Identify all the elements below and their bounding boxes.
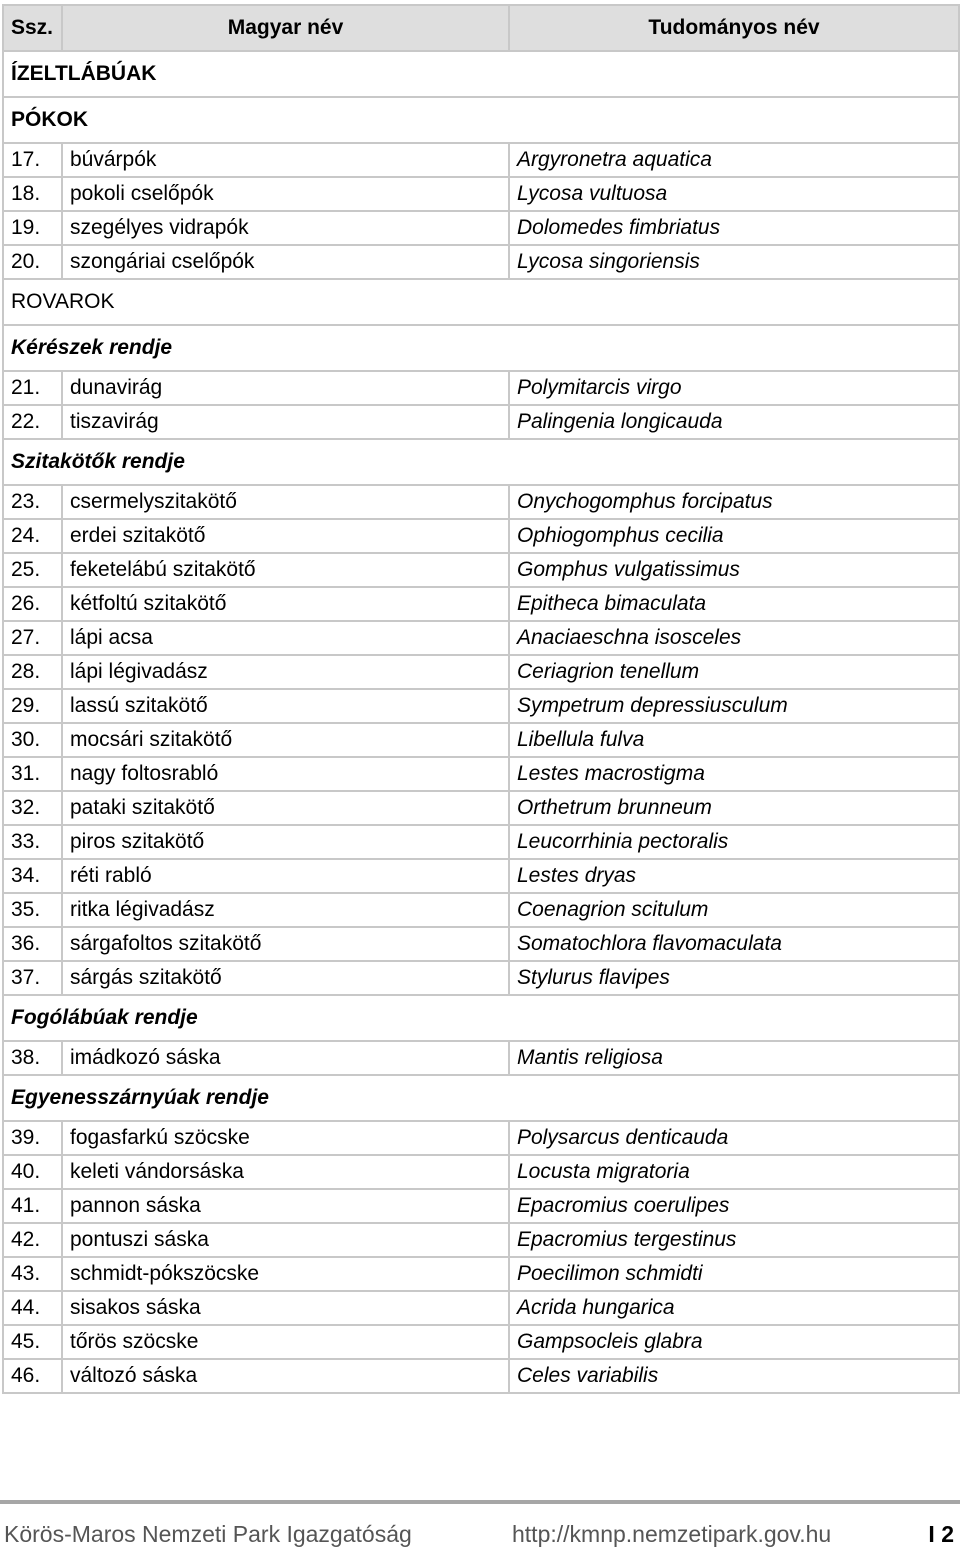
scientific-name: Lycosa vultuosa xyxy=(509,177,959,211)
table-row xyxy=(3,1041,959,1075)
table-row xyxy=(3,689,959,723)
section-heading: ROVAROK xyxy=(3,279,959,325)
row-number: 28. xyxy=(3,655,62,689)
row-number: 18. xyxy=(3,177,62,211)
header-nr: Ssz. xyxy=(3,5,62,51)
footer-divider xyxy=(0,1500,960,1504)
section-row xyxy=(3,995,959,1041)
section-heading: Szitakötők rendje xyxy=(3,439,959,485)
table-row xyxy=(3,1223,959,1257)
table-row xyxy=(3,177,959,211)
table-row xyxy=(3,893,959,927)
hungarian-name: sisakos sáska xyxy=(62,1291,509,1325)
footer-url-link[interactable]: http://kmnp.nemzetipark.gov.hu xyxy=(512,1520,832,1547)
hungarian-name: fogasfarkú szöcske xyxy=(62,1121,509,1155)
hungarian-name: változó sáska xyxy=(62,1359,509,1393)
hungarian-name: dunavirág xyxy=(62,371,509,405)
row-number: 38. xyxy=(3,1041,62,1075)
hungarian-name: pannon sáska xyxy=(62,1189,509,1223)
hungarian-name: sárgás szitakötő xyxy=(62,961,509,995)
row-number: 43. xyxy=(3,1257,62,1291)
hungarian-name: piros szitakötő xyxy=(62,825,509,859)
scientific-name: Dolomedes fimbriatus xyxy=(509,211,959,245)
hungarian-name: szongáriai cselőpók xyxy=(62,245,509,279)
row-number: 24. xyxy=(3,519,62,553)
scientific-name: Sympetrum depressiusculum xyxy=(509,689,959,723)
table-row xyxy=(3,245,959,279)
scientific-name: Mantis religiosa xyxy=(509,1041,959,1075)
scientific-name: Leucorrhinia pectoralis xyxy=(509,825,959,859)
row-number: 20. xyxy=(3,245,62,279)
scientific-name: Epitheca bimaculata xyxy=(509,587,959,621)
section-heading: PÓKOK xyxy=(3,97,959,143)
scientific-name: Onychogomphus forcipatus xyxy=(509,485,959,519)
table-row xyxy=(3,405,959,439)
table-row xyxy=(3,859,959,893)
hungarian-name: schmidt-pókszöcske xyxy=(62,1257,509,1291)
hungarian-name: lápi légivadász xyxy=(62,655,509,689)
hungarian-name: lassú szitakötő xyxy=(62,689,509,723)
scientific-name: Palingenia longicauda xyxy=(509,405,959,439)
scientific-name: Polysarcus denticauda xyxy=(509,1121,959,1155)
scientific-name: Somatochlora flavomaculata xyxy=(509,927,959,961)
row-number: 22. xyxy=(3,405,62,439)
hungarian-name: sárgafoltos szitakötő xyxy=(62,927,509,961)
row-number: 31. xyxy=(3,757,62,791)
table-row xyxy=(3,519,959,553)
section-row xyxy=(3,325,959,371)
table-row xyxy=(3,485,959,519)
scientific-name: Ophiogomphus cecilia xyxy=(509,519,959,553)
scientific-name: Stylurus flavipes xyxy=(509,961,959,995)
hungarian-name: szegélyes vidrapók xyxy=(62,211,509,245)
row-number: 45. xyxy=(3,1325,62,1359)
table-row xyxy=(3,825,959,859)
section-row xyxy=(3,1075,959,1121)
row-number: 32. xyxy=(3,791,62,825)
scientific-name: Poecilimon schmidti xyxy=(509,1257,959,1291)
table-row xyxy=(3,655,959,689)
hungarian-name: pontuszi sáska xyxy=(62,1223,509,1257)
scientific-name: Lestes macrostigma xyxy=(509,757,959,791)
row-number: 34. xyxy=(3,859,62,893)
row-number: 25. xyxy=(3,553,62,587)
row-number: 39. xyxy=(3,1121,62,1155)
hungarian-name: csermelyszitakötő xyxy=(62,485,509,519)
row-number: 29. xyxy=(3,689,62,723)
section-heading: Fogólábúak rendje xyxy=(3,995,959,1041)
row-number: 35. xyxy=(3,893,62,927)
table-row xyxy=(3,587,959,621)
header-scientific-name: Tudományos név xyxy=(509,5,959,51)
section-heading: Egyenesszárnyúak rendje xyxy=(3,1075,959,1121)
table-row xyxy=(3,1189,959,1223)
hungarian-name: nagy foltosrabló xyxy=(62,757,509,791)
table-row xyxy=(3,1121,959,1155)
row-number: 36. xyxy=(3,927,62,961)
scientific-name: Polymitarcis virgo xyxy=(509,371,959,405)
scientific-name: Epacromius coerulipes xyxy=(509,1189,959,1223)
section-row xyxy=(3,51,959,97)
scientific-name: Lycosa singoriensis xyxy=(509,245,959,279)
scientific-name: Orthetrum brunneum xyxy=(509,791,959,825)
hungarian-name: tiszavirág xyxy=(62,405,509,439)
table-row xyxy=(3,1359,959,1393)
scientific-name: Lestes dryas xyxy=(509,859,959,893)
hungarian-name: ritka légivadász xyxy=(62,893,509,927)
table-row xyxy=(3,1291,959,1325)
section-row xyxy=(3,279,959,325)
document-page xyxy=(2,4,958,1394)
hungarian-name: tőrös szöcske xyxy=(62,1325,509,1359)
table-row xyxy=(3,211,959,245)
footer-page-number: I 2 xyxy=(928,1520,954,1547)
table-row xyxy=(3,553,959,587)
row-number: 21. xyxy=(3,371,62,405)
table-row xyxy=(3,1257,959,1291)
row-number: 27. xyxy=(3,621,62,655)
scientific-name: Libellula fulva xyxy=(509,723,959,757)
table-row xyxy=(3,791,959,825)
hungarian-name: feketelábú szitakötő xyxy=(62,553,509,587)
hungarian-name: mocsári szitakötő xyxy=(62,723,509,757)
scientific-name: Gampsocleis glabra xyxy=(509,1325,959,1359)
table-row xyxy=(3,757,959,791)
table-header-row xyxy=(3,5,959,51)
table-row xyxy=(3,621,959,655)
scientific-name: Anaciaeschna isosceles xyxy=(509,621,959,655)
hungarian-name: kétfoltú szitakötő xyxy=(62,587,509,621)
scientific-name: Coenagrion scitulum xyxy=(509,893,959,927)
section-heading: Kérészek rendje xyxy=(3,325,959,371)
species-table xyxy=(2,4,960,1394)
section-row xyxy=(3,97,959,143)
scientific-name: Argyronetra aquatica xyxy=(509,143,959,177)
table-row xyxy=(3,1325,959,1359)
hungarian-name: lápi acsa xyxy=(62,621,509,655)
row-number: 44. xyxy=(3,1291,62,1325)
row-number: 19. xyxy=(3,211,62,245)
scientific-name: Ceriagrion tenellum xyxy=(509,655,959,689)
table-row xyxy=(3,143,959,177)
row-number: 40. xyxy=(3,1155,62,1189)
row-number: 37. xyxy=(3,961,62,995)
scientific-name: Gomphus vulgatissimus xyxy=(509,553,959,587)
table-body xyxy=(3,51,959,1393)
table-row xyxy=(3,927,959,961)
row-number: 17. xyxy=(3,143,62,177)
hungarian-name: búvárpók xyxy=(62,143,509,177)
row-number: 33. xyxy=(3,825,62,859)
row-number: 30. xyxy=(3,723,62,757)
hungarian-name: imádkozó sáska xyxy=(62,1041,509,1075)
scientific-name: Acrida hungarica xyxy=(509,1291,959,1325)
hungarian-name: pokoli cselőpók xyxy=(62,177,509,211)
table-row xyxy=(3,371,959,405)
scientific-name: Epacromius tergestinus xyxy=(509,1223,959,1257)
table-row xyxy=(3,723,959,757)
hungarian-name: réti rabló xyxy=(62,859,509,893)
footer-organization: Körös-Maros Nemzeti Park Igazgatóság xyxy=(4,1520,412,1547)
header-hungarian-name: Magyar név xyxy=(62,5,509,51)
scientific-name: Celes variabilis xyxy=(509,1359,959,1393)
row-number: 46. xyxy=(3,1359,62,1393)
page-footer xyxy=(4,1516,954,1552)
row-number: 41. xyxy=(3,1189,62,1223)
table-row xyxy=(3,961,959,995)
hungarian-name: pataki szitakötő xyxy=(62,791,509,825)
table-row xyxy=(3,1155,959,1189)
scientific-name: Locusta migratoria xyxy=(509,1155,959,1189)
section-heading: ÍZELTLÁBÚAK xyxy=(3,51,959,97)
row-number: 23. xyxy=(3,485,62,519)
hungarian-name: erdei szitakötő xyxy=(62,519,509,553)
section-row xyxy=(3,439,959,485)
row-number: 26. xyxy=(3,587,62,621)
hungarian-name: keleti vándorsáska xyxy=(62,1155,509,1189)
row-number: 42. xyxy=(3,1223,62,1257)
